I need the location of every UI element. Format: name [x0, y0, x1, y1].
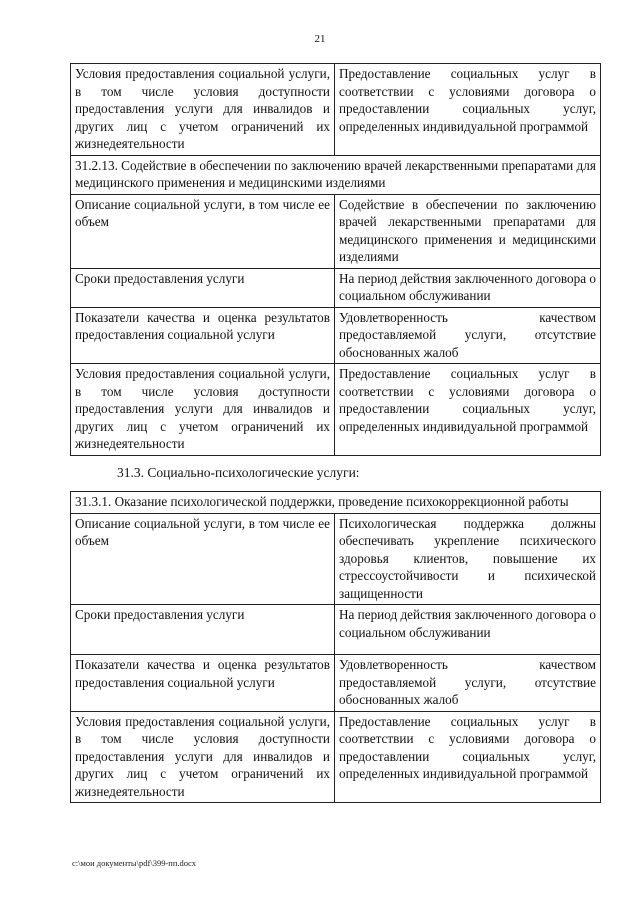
table-row [71, 364, 601, 456]
row-value: На период действия заключенного договора о социальном обслуживании [335, 268, 601, 307]
row-value: Психологическая поддержка должны обеспечивать укрепление психического здоровья клиентов, повышение их стрессоустойчивости и психической защищенности [335, 513, 601, 605]
row-label: Описание социальной услуги, в том числе ее объем [71, 194, 335, 268]
row-label: Условия предоставления социальной услуги, в том числе условия доступности предоставления услуги для инвалидов и других лиц с учетом ограничений их жизнедеятельности [71, 64, 335, 156]
table-row [71, 64, 601, 156]
page-number: 21 [314, 33, 326, 45]
row-label: Описание социальной услуги, в том числе ее объем [71, 513, 335, 605]
service-heading: 31.2.13. Содействие в обеспечении по заключению врачей лекарственными препаратами для медицинского применения и медицинскими изделиями [71, 155, 601, 194]
section-heading: 31.3. Социально-психологические услуги: [117, 465, 360, 480]
table-row [71, 513, 601, 605]
table-row [71, 155, 601, 194]
table-row [71, 492, 601, 514]
row-value: Удовлетворенность качеством предоставляемой услуги, отсутствие обоснованных жалоб [335, 307, 601, 364]
table-row [71, 655, 601, 712]
row-label: Сроки предоставления услуги [71, 605, 335, 655]
row-label: Показатели качества и оценка результатов предоставления социальной услуги [71, 307, 335, 364]
row-label: Показатели качества и оценка результатов предоставления социальной услуги [71, 655, 335, 712]
row-value: Удовлетворенность качеством предоставляемой услуги, отсутствие обоснованных жалоб [335, 655, 601, 712]
row-value: На период действия заключенного договора о социальном обслуживании [335, 605, 601, 655]
file-path-footer: c:\мои документы\pdf\399-пп.docx [72, 858, 197, 868]
row-value: Предоставление социальных услуг в соответствии с условиями договора о предоставлении социальных услуг, определенных индивидуальной программой [335, 711, 601, 803]
service-heading: 31.3.1. Оказание психологической поддержки, проведение психокоррекционной работы [71, 492, 601, 514]
table-row [71, 307, 601, 364]
table-row [71, 711, 601, 803]
row-label: Условия предоставления социальной услуги, в том числе условия доступности предоставления услуги для инвалидов и других лиц с учетом ограничений их жизнедеятельности [71, 711, 335, 803]
row-label: Сроки предоставления услуги [71, 268, 335, 307]
table-row [71, 194, 601, 268]
services-table-1 [70, 63, 601, 456]
row-value: Содействие в обеспечении по заключению врачей лекарственными препаратами для медицинского применения и медицинскими изделиями [335, 194, 601, 268]
row-value: Предоставление социальных услуг в соответствии с условиями договора о предоставлении социальных услуг, определенных индивидуальной программой [335, 64, 601, 156]
row-value: Предоставление социальных услуг в соответствии с условиями договора о предоставлении социальных услуг, определенных индивидуальной программой [335, 364, 601, 456]
table-row [71, 268, 601, 307]
row-label: Условия предоставления социальной услуги, в том числе условия доступности предоставления услуги для инвалидов и других лиц с учетом ограничений их жизнедеятельности [71, 364, 335, 456]
table-row [71, 605, 601, 655]
services-table-2 [70, 491, 601, 803]
